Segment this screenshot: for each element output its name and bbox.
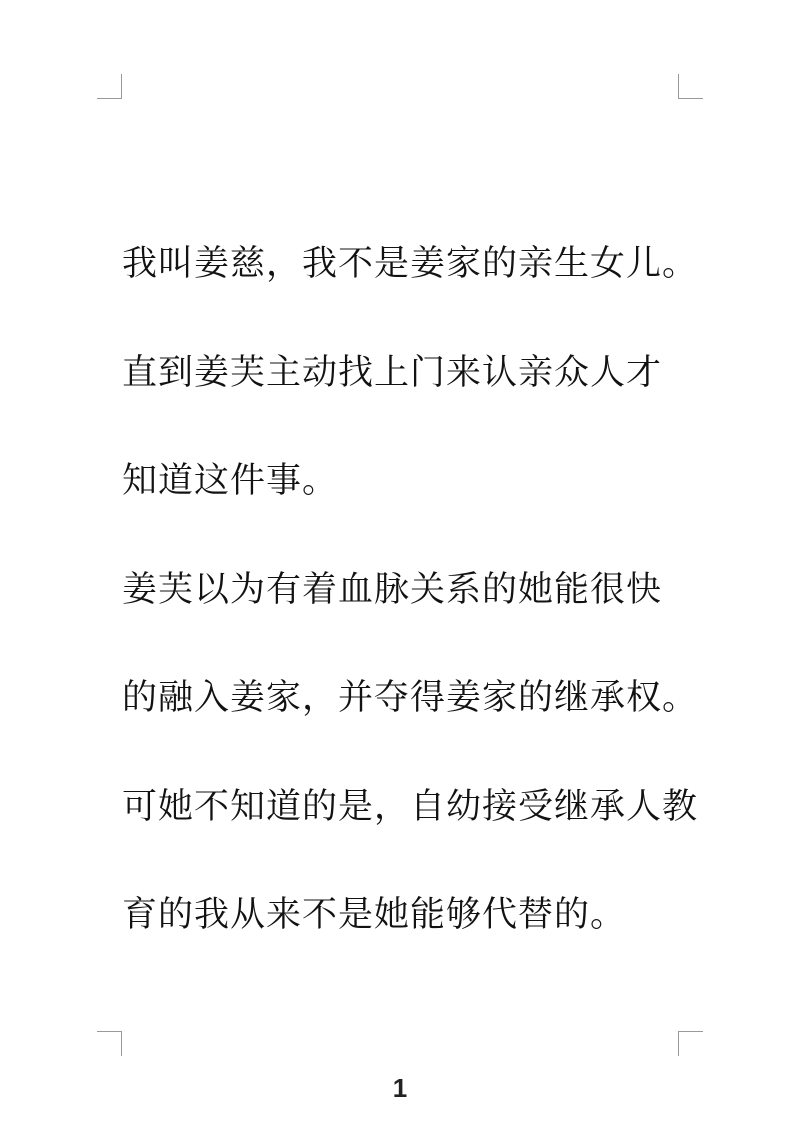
crop-mark-top-left xyxy=(97,74,122,99)
text-line: 直到姜芙主动找上门来认亲众人才 xyxy=(122,352,663,393)
text-line: 育的我从来不是她能够代替的。 xyxy=(122,895,627,935)
text-line: 姜芙以为有着血脉关系的她能很快 xyxy=(122,569,663,610)
crop-mark-top-right xyxy=(678,74,703,99)
page-number: 1 xyxy=(392,1073,408,1103)
body-text xyxy=(122,228,722,988)
text-line: 知道这件事。 xyxy=(122,461,339,501)
crop-mark-bottom-left xyxy=(97,1031,122,1056)
crop-mark-bottom-right xyxy=(678,1031,703,1056)
text-line: 我叫姜慈，我不是姜家的亲生女儿。 xyxy=(122,244,699,284)
text-line: 可她不知道的是，自幼接受继承人教 xyxy=(122,786,699,827)
text-line: 的融入姜家，并夺得姜家的继承权。 xyxy=(122,678,699,718)
